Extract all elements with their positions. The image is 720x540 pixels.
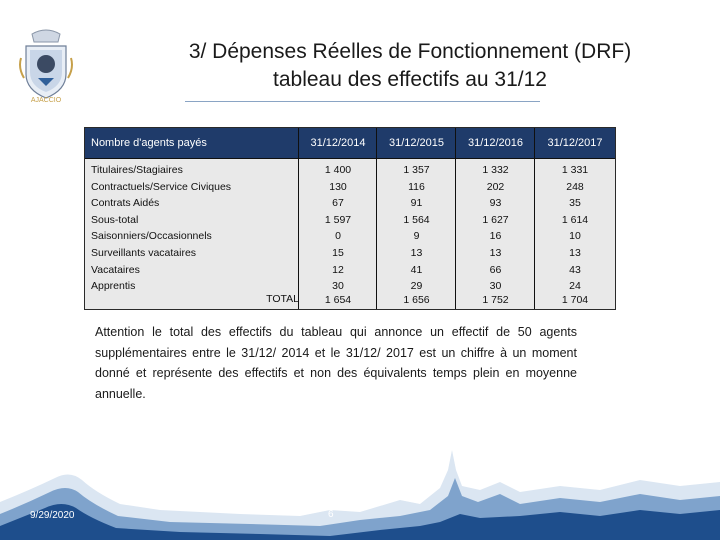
values-col-2017 xyxy=(535,162,615,295)
row-label: Apprentis xyxy=(91,280,136,293)
table-cell: 1 627 xyxy=(482,213,509,226)
table-cell: 1 564 xyxy=(403,213,430,226)
table-cell: 10 xyxy=(569,230,581,243)
total-2014: 1 654 xyxy=(324,294,352,306)
row-label: Titulaires/Stagiaires xyxy=(91,164,183,176)
values-col-2014 xyxy=(299,162,377,295)
city-skyline-footer xyxy=(0,430,720,540)
header-label: Nombre d'agents payés xyxy=(91,137,207,149)
title-line-1: 3/ Dépenses Réelles de Fonctionnement (DRF) xyxy=(188,40,632,63)
table-cell: 1 357 xyxy=(403,164,430,176)
total-2016: 1 752 xyxy=(482,294,509,306)
row-label: Contractuels/Service Civiques xyxy=(91,180,232,193)
table-cell: 66 xyxy=(489,263,502,276)
attention-note: Attention le total des effectifs du tableau qui annonce un effectif de 50 agents supplémentaires entre le 31/12/ 2014 et le 31/12/ 2017 est un chiffre à un moment donné et représente des effectifs et non des équivalents temps plein en moyenne annuelle. xyxy=(95,325,577,401)
row-label: Sous-total xyxy=(91,213,139,226)
table-cell: 1 597 xyxy=(324,213,352,226)
table-cell: 13 xyxy=(569,246,581,259)
table-cell: 29 xyxy=(410,280,423,293)
total-label: TOTAL xyxy=(266,293,299,305)
footer-date: 9/29/2020 xyxy=(30,510,75,521)
header-col-2017: 31/12/2017 xyxy=(547,137,603,149)
header-col-2016: 31/12/2016 xyxy=(467,137,524,149)
table-cell: 1 332 xyxy=(482,164,509,176)
values-col-2015 xyxy=(377,162,456,295)
table-cell: 30 xyxy=(489,280,502,293)
table-header-row xyxy=(85,128,615,159)
table-cell: 67 xyxy=(332,197,344,210)
table-cell: 15 xyxy=(332,246,344,259)
city-crest-icon xyxy=(18,28,74,104)
table-cell: 12 xyxy=(332,263,344,276)
table-cell: 16 xyxy=(489,230,502,243)
total-2015: 1 656 xyxy=(403,294,430,306)
total-2017: 1 704 xyxy=(561,294,589,306)
staff-table xyxy=(84,127,616,310)
values-col-2016 xyxy=(456,162,535,295)
city-crest-logo xyxy=(18,28,74,104)
logo-caption: AJACCIO xyxy=(30,97,62,104)
table-cell: 24 xyxy=(569,280,581,293)
table-cell: 13 xyxy=(489,246,502,259)
table-cell: 9 xyxy=(413,230,420,243)
row-label: Contrats Aidés xyxy=(91,197,160,210)
table-cell: 1 614 xyxy=(561,213,589,226)
table-cell: 116 xyxy=(408,180,425,193)
row-labels xyxy=(91,162,291,295)
page-number: 6 xyxy=(328,509,334,520)
table-cell: 30 xyxy=(332,280,344,293)
header-col-2015: 31/12/2015 xyxy=(388,137,445,149)
table-cell: 41 xyxy=(410,263,423,276)
table-cell: 13 xyxy=(410,246,423,259)
table-cell: 1 400 xyxy=(324,164,352,176)
table-cell: 248 xyxy=(566,180,584,193)
page-title xyxy=(100,38,720,94)
header-col-2014: 31/12/2014 xyxy=(310,137,366,149)
table-cell: 35 xyxy=(569,197,581,210)
table-cell: 43 xyxy=(569,263,581,276)
table-cell: 202 xyxy=(486,180,505,193)
row-label: Saisonniers/Occasionnels xyxy=(91,230,212,243)
row-label: Surveillants vacataires xyxy=(91,246,197,259)
row-label: Vacataires xyxy=(91,263,140,276)
table-cell: 130 xyxy=(329,180,347,193)
title-line-2: tableau des effectifs au 31/12 xyxy=(273,68,547,91)
table-cell: 93 xyxy=(489,197,502,210)
table-cell: 0 xyxy=(335,230,341,243)
title-underline xyxy=(185,101,540,102)
table-cell: 1 331 xyxy=(561,164,589,176)
table-cell: 91 xyxy=(410,197,423,210)
